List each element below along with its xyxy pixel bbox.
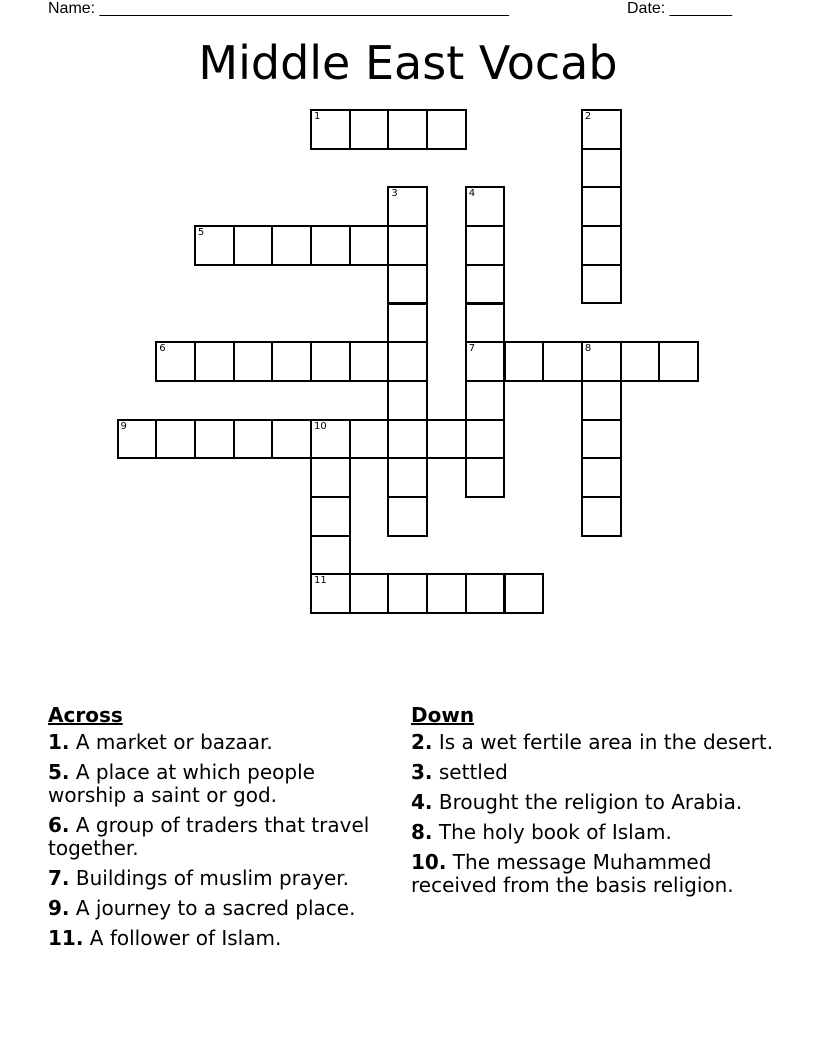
grid-cell[interactable] bbox=[581, 264, 622, 305]
grid-cell[interactable] bbox=[387, 496, 428, 537]
grid-cell[interactable] bbox=[233, 341, 274, 382]
clue-down-10 bbox=[411, 851, 781, 897]
grid-cell[interactable] bbox=[581, 457, 622, 498]
clue-across-7 bbox=[48, 867, 398, 890]
grid-cell[interactable] bbox=[542, 341, 583, 382]
clue-number: 7. bbox=[48, 866, 70, 890]
grid-cell[interactable] bbox=[349, 419, 390, 460]
clue-text: A journey to a sacred place. bbox=[75, 896, 356, 920]
clue-text: Brought the religion to Arabia. bbox=[438, 790, 743, 814]
grid-cell[interactable] bbox=[581, 109, 622, 150]
cell-number: 1 bbox=[314, 111, 321, 122]
grid-cell[interactable] bbox=[310, 419, 351, 460]
clue-across-1 bbox=[48, 731, 398, 754]
grid-cell[interactable] bbox=[387, 341, 428, 382]
grid-cell[interactable] bbox=[310, 573, 351, 614]
cell-number: 4 bbox=[468, 188, 476, 200]
grid-cell[interactable] bbox=[349, 225, 390, 266]
grid-cell[interactable] bbox=[387, 573, 428, 614]
grid-cell[interactable] bbox=[349, 573, 390, 614]
clue-number: 1. bbox=[48, 730, 70, 754]
grid-cell[interactable] bbox=[581, 380, 622, 421]
date-field[interactable]: Date: _______ bbox=[627, 0, 732, 17]
grid-cell[interactable] bbox=[465, 380, 506, 421]
grid-cell[interactable] bbox=[387, 457, 428, 498]
grid-cell[interactable] bbox=[581, 186, 622, 227]
clue-number: 11. bbox=[48, 926, 84, 950]
clue-down-8 bbox=[411, 821, 781, 844]
clue-number: 6. bbox=[48, 813, 70, 837]
clue-number: 4. bbox=[411, 790, 433, 814]
grid-cell[interactable] bbox=[310, 496, 351, 537]
clue-number: 5. bbox=[48, 760, 70, 784]
clue-across-5 bbox=[48, 761, 398, 807]
grid-cell[interactable] bbox=[387, 303, 428, 344]
grid-cell[interactable] bbox=[465, 457, 506, 498]
grid-cell[interactable] bbox=[465, 303, 506, 344]
cell-number: 2 bbox=[584, 111, 592, 122]
grid-cell[interactable] bbox=[310, 109, 351, 150]
clue-number: 2. bbox=[411, 730, 433, 754]
grid-cell[interactable] bbox=[581, 225, 622, 266]
grid-cell[interactable] bbox=[194, 419, 235, 460]
down-heading: Down bbox=[411, 703, 475, 727]
clue-across-11 bbox=[48, 927, 398, 950]
clue-down-3 bbox=[411, 761, 781, 784]
grid-cell[interactable] bbox=[233, 225, 274, 266]
grid-cell[interactable] bbox=[349, 109, 390, 150]
grid-cell[interactable] bbox=[387, 225, 428, 266]
clue-across-6 bbox=[48, 814, 398, 860]
clue-text: Buildings of muslim prayer. bbox=[75, 866, 350, 890]
grid-cell[interactable] bbox=[658, 341, 699, 382]
grid-cell[interactable] bbox=[310, 225, 351, 266]
clue-text: A follower of Islam. bbox=[89, 926, 282, 950]
grid-cell[interactable] bbox=[271, 225, 312, 266]
grid-cell[interactable] bbox=[426, 573, 467, 614]
cell-number: 8 bbox=[584, 343, 592, 355]
clue-number: 9. bbox=[48, 896, 70, 920]
grid-cell[interactable] bbox=[155, 341, 196, 382]
grid-cell[interactable] bbox=[426, 109, 467, 150]
grid-cell[interactable] bbox=[504, 573, 545, 614]
grid-cell[interactable] bbox=[426, 419, 467, 460]
grid-cell[interactable] bbox=[620, 341, 661, 382]
grid-cell[interactable] bbox=[233, 419, 274, 460]
clue-across-9 bbox=[48, 897, 398, 920]
clue-down-4 bbox=[411, 791, 781, 814]
grid-cell[interactable] bbox=[465, 419, 506, 460]
grid-cell[interactable] bbox=[581, 341, 622, 382]
clue-text: Is a wet fertile area in the desert. bbox=[438, 730, 774, 754]
page-title: Middle East Vocab bbox=[198, 36, 618, 90]
grid-cell[interactable] bbox=[504, 341, 545, 382]
clue-text: settled bbox=[438, 760, 508, 784]
grid-cell[interactable] bbox=[271, 341, 312, 382]
grid-cell[interactable] bbox=[465, 225, 506, 266]
grid-cell[interactable] bbox=[117, 419, 158, 460]
grid-cell[interactable] bbox=[465, 341, 506, 382]
grid-cell[interactable] bbox=[581, 419, 622, 460]
grid-cell[interactable] bbox=[155, 419, 196, 460]
grid-cell[interactable] bbox=[465, 573, 506, 614]
grid-cell[interactable] bbox=[465, 186, 506, 227]
clue-number: 10. bbox=[411, 850, 447, 874]
grid-cell[interactable] bbox=[465, 264, 506, 305]
clue-text: A group of traders that travel together. bbox=[48, 813, 370, 860]
grid-cell[interactable] bbox=[310, 457, 351, 498]
grid-cell[interactable] bbox=[310, 535, 351, 576]
cell-number: 5 bbox=[197, 227, 205, 239]
across-heading: Across bbox=[48, 703, 123, 727]
grid-cell[interactable] bbox=[387, 380, 428, 421]
across-clues bbox=[48, 704, 398, 957]
clue-text: A place at which people worship a saint or god. bbox=[48, 760, 315, 807]
cell-number: 7 bbox=[468, 343, 476, 355]
grid-cell[interactable] bbox=[349, 341, 390, 382]
clue-down-2 bbox=[411, 731, 781, 754]
clue-number: 8. bbox=[411, 820, 433, 844]
grid-cell[interactable] bbox=[387, 109, 428, 150]
clue-number: 3. bbox=[411, 760, 433, 784]
grid-cell[interactable] bbox=[581, 496, 622, 537]
cell-number: 10 bbox=[314, 420, 327, 432]
clue-text: The message Muhammed received from the basis religion. bbox=[411, 850, 734, 897]
clue-text: A market or bazaar. bbox=[75, 730, 273, 754]
grid-cell[interactable] bbox=[310, 341, 351, 382]
name-field[interactable]: Name: ______________________________________________ bbox=[48, 0, 509, 17]
cell-number: 9 bbox=[120, 420, 127, 432]
cell-number: 3 bbox=[391, 188, 398, 200]
grid-cell[interactable] bbox=[271, 419, 312, 460]
clue-text: The holy book of Islam. bbox=[438, 820, 672, 844]
grid-cell[interactable] bbox=[194, 341, 235, 382]
grid-cell[interactable] bbox=[194, 225, 235, 266]
grid-cell[interactable] bbox=[387, 186, 428, 227]
down-clues bbox=[411, 704, 781, 904]
cell-number: 6 bbox=[159, 343, 166, 355]
grid-cell[interactable] bbox=[581, 148, 622, 189]
grid-cell[interactable] bbox=[387, 419, 428, 460]
cell-number: 11 bbox=[314, 575, 327, 587]
grid-cell[interactable] bbox=[387, 264, 428, 305]
